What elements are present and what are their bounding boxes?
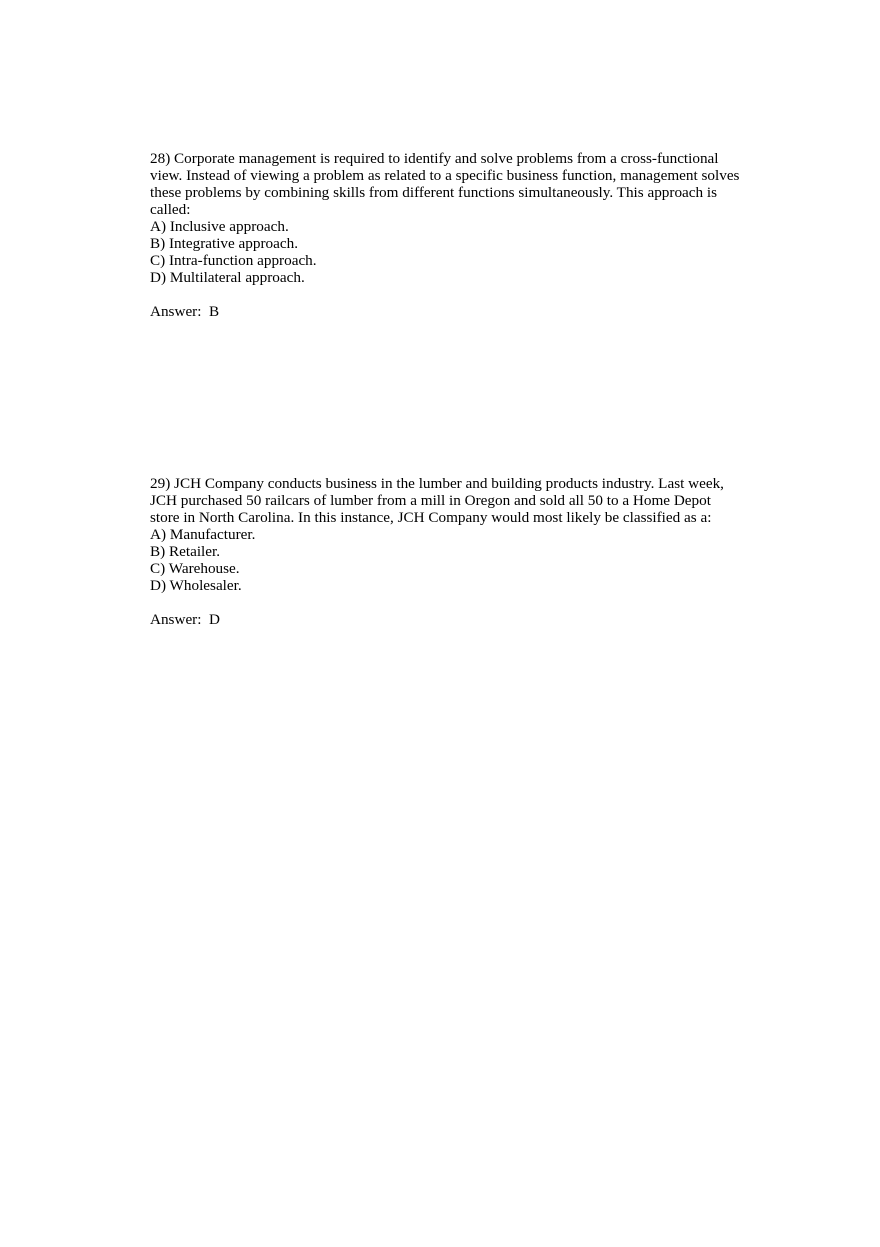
question-text-line: these problems by combining skills from different functions simultaneously. This approach is bbox=[150, 184, 718, 201]
choice-a: A) Manufacturer. bbox=[150, 526, 256, 543]
question-text-line: 28) Corporate management is required to identify and solve problems from a cross-functional bbox=[150, 150, 719, 167]
question-text-line: called: bbox=[150, 201, 191, 218]
choice-b: B) Retailer. bbox=[150, 543, 221, 560]
choice-c: C) Warehouse. bbox=[150, 560, 240, 577]
choice-d: D) Multilateral approach. bbox=[150, 269, 305, 286]
choice-c: C) Intra-function approach. bbox=[150, 252, 317, 269]
choice-d: D) Wholesaler. bbox=[150, 577, 242, 594]
question-text-line: store in North Carolina. In this instance, JCH Company would most likely be classified as a: bbox=[150, 509, 712, 526]
answer-choices bbox=[150, 526, 750, 594]
answer-choices bbox=[150, 218, 750, 286]
answer-text: Answer: B bbox=[150, 303, 220, 320]
answer-text: Answer: D bbox=[150, 611, 221, 628]
question-text-line: view. Instead of viewing a problem as related to a specific business function, management solves bbox=[150, 167, 740, 184]
choice-a: A) Inclusive approach. bbox=[150, 218, 289, 235]
question-29 bbox=[150, 475, 750, 628]
choice-b: B) Integrative approach. bbox=[150, 235, 299, 252]
question-text-line: 29) JCH Company conducts business in the lumber and building products industry. Last week, bbox=[150, 475, 724, 492]
question-28 bbox=[150, 150, 750, 320]
question-text-line: JCH purchased 50 railcars of lumber from a mill in Oregon and sold all 50 to a Home Depot bbox=[150, 492, 711, 509]
